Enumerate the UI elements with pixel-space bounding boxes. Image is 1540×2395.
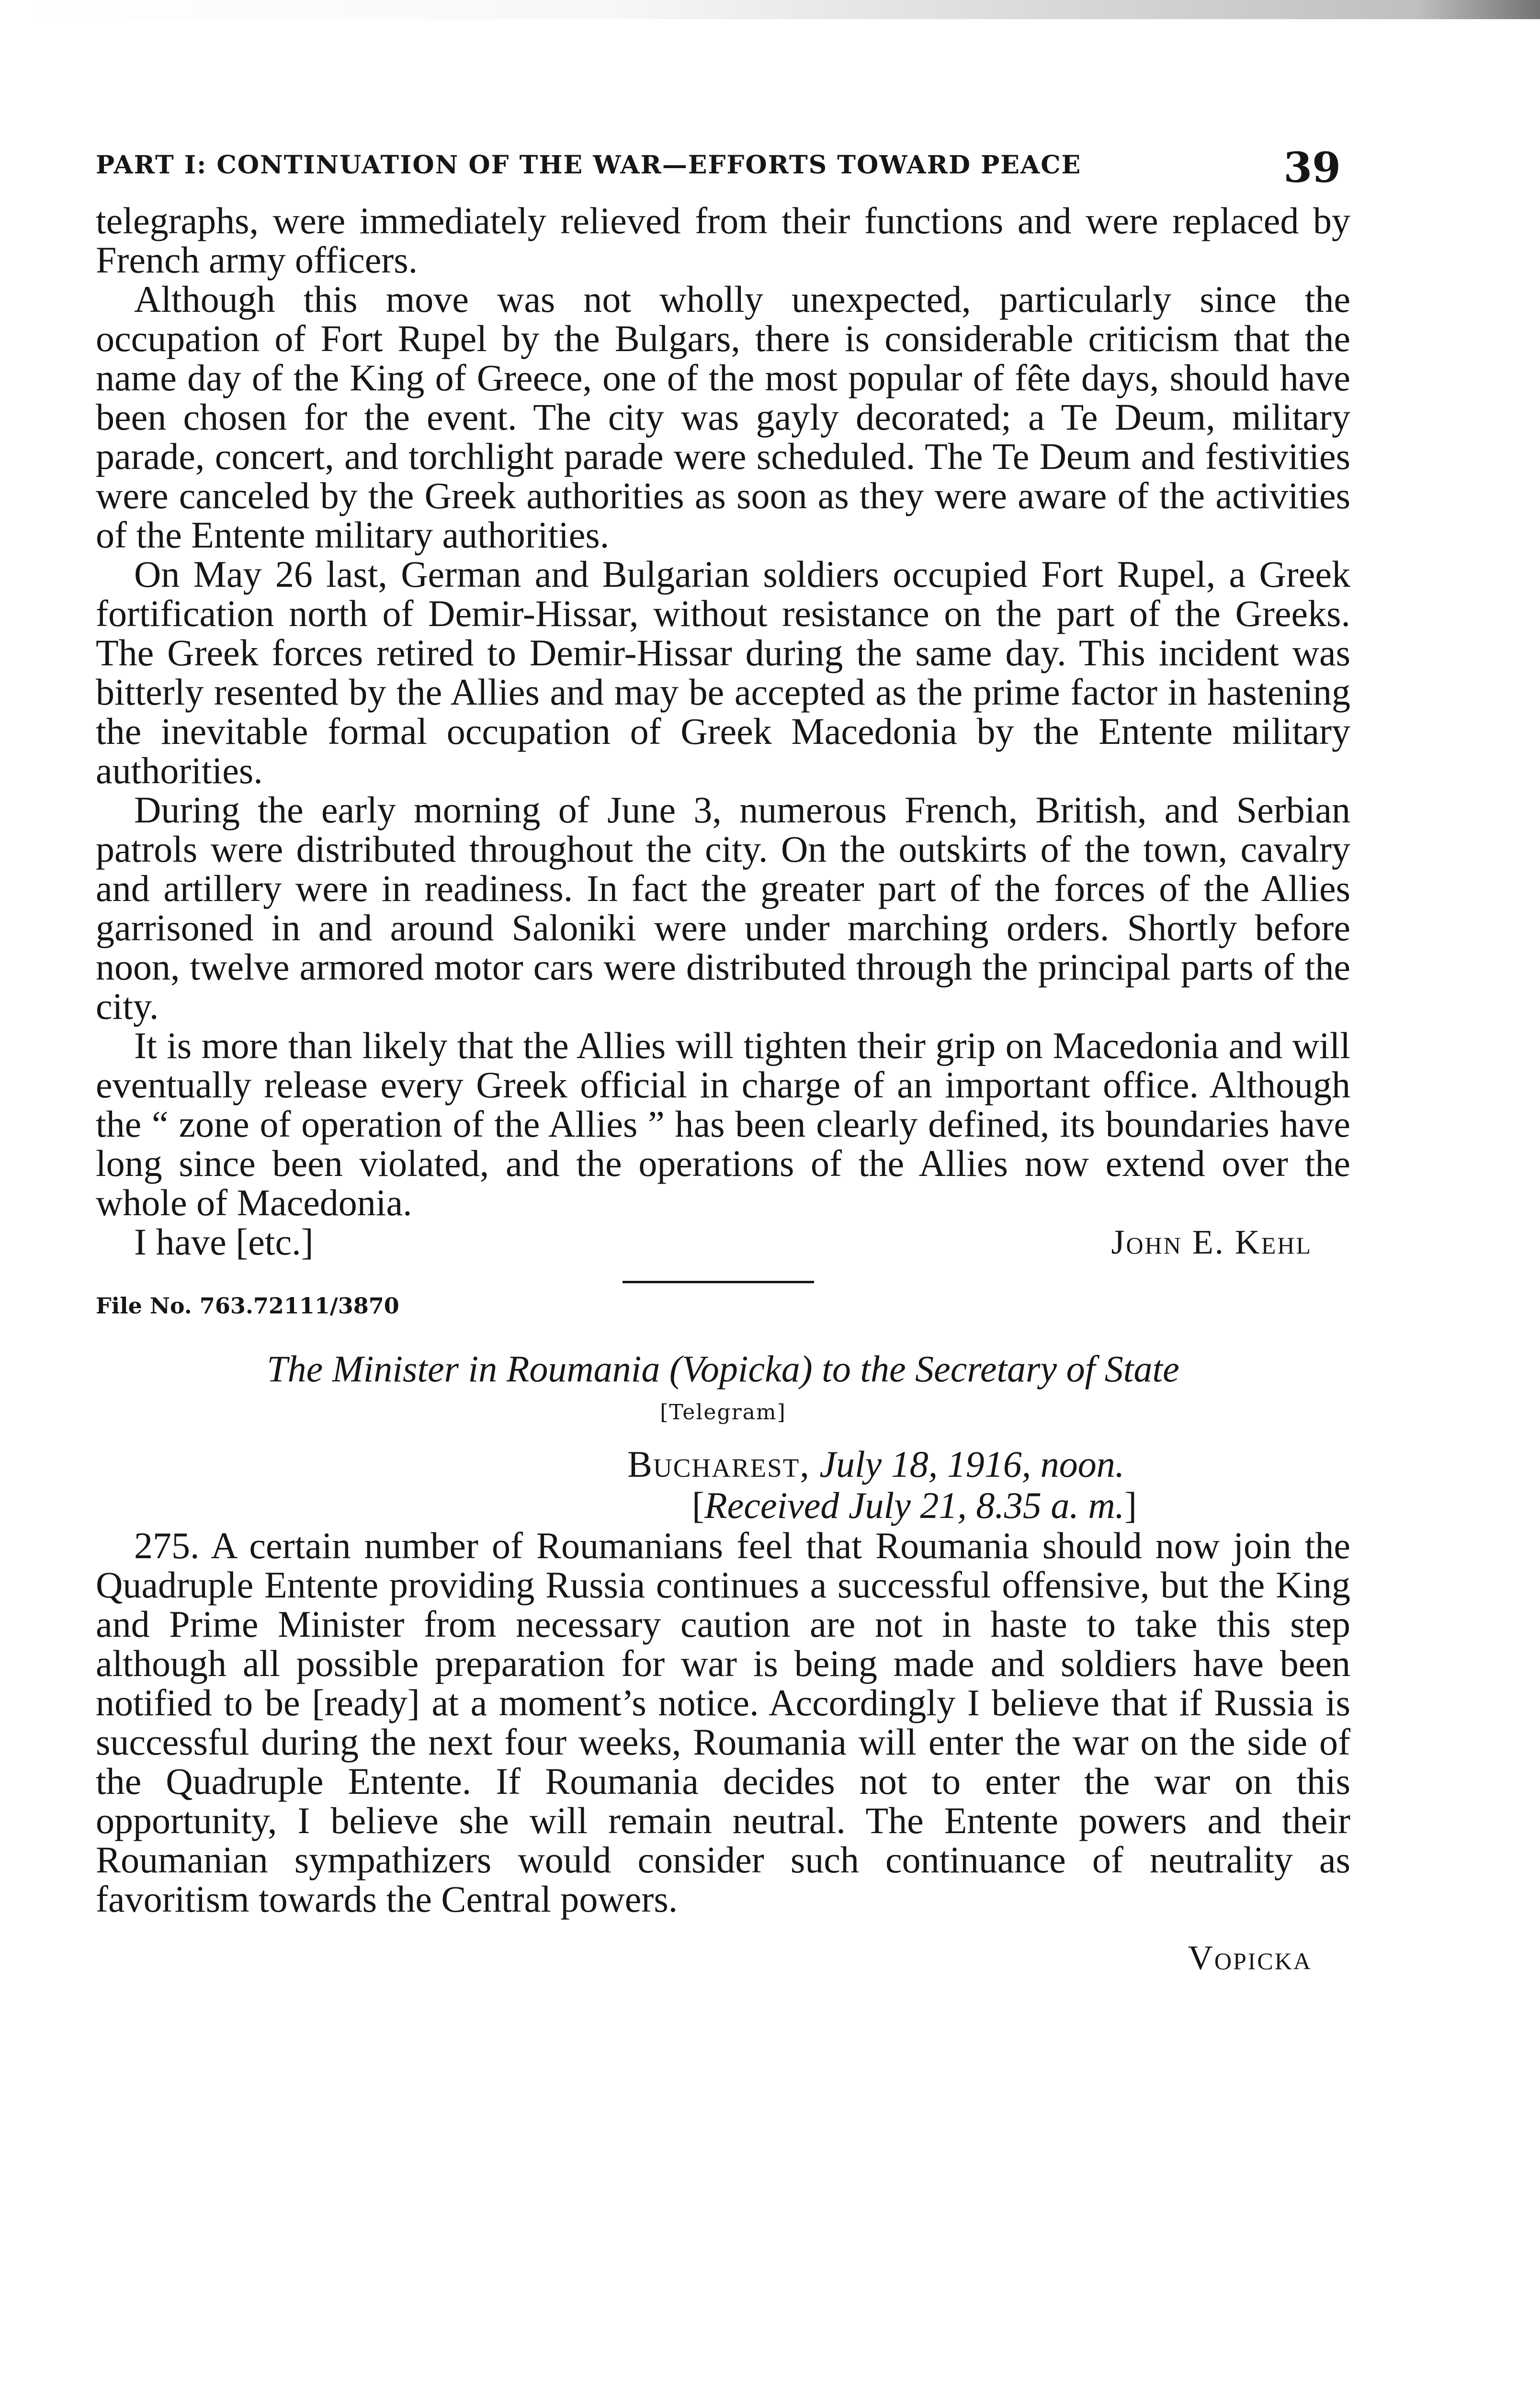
document-page — [96, 144, 1350, 1981]
letter-paragraph-1: telegraphs, were immediately relieved from their functions and were replaced by French army officers. — [96, 200, 1350, 281]
telegram-type-label: [Telegram] — [660, 1400, 786, 1425]
telegram-signature: Vopicka — [1188, 1939, 1312, 1977]
letter-signature: John E. Kehl — [1111, 1223, 1312, 1261]
letter-paragraph-3: On May 26 last, German and Bulgarian soldiers occupied Fort Rupel, a Greek fortification north of Demir-Hissar, without resistance on the part of the Greeks. The Greek forces retired to Demir-Hissar during the same day. This incident was bitterly resented by the Allies and may be accepted as the prime factor in hastening the inevitable formal occupation of Greek Macedonia by the Entente military authorities. — [96, 553, 1350, 791]
telegram-heading: The Minister in Roumania (Vopicka) to the Secretary of State — [267, 1348, 1179, 1390]
letter-paragraph-2: Although this move was not wholly unexpected, particularly since the occupation of Fort Rupel by the Bulgars, there is considerable criticism that the name day of the King of Greece, one of the most popular of fête days, should have been chosen for the event. The city was gayly decorated; a Te Deum, military parade, concert, and torchlight parade were scheduled. The Te Deum and festivities were canceled by the Greek authorities as soon as they were aware of the activities of the Entente military authorities. — [96, 278, 1350, 556]
letter-paragraph-5: It is more than likely that the Allies will tighten their grip on Macedonia and will eventually release every Greek official in charge of an important office. Although the “ zone of operation of the Allies ” has been clearly defined, its boundaries have long since been violated, and the operations of the Allies now extend over the whole of Macedonia. — [96, 1025, 1350, 1223]
file-number: File No. 763.72111/3870 — [96, 1293, 399, 1319]
telegram-body: 275. A certain number of Roumanians feel that Roumania should now join the Quadruple Entente providing Russia continues a successful offensive, but the King and Prime Minister from necessary caution are not in haste to take this step although all possible preparation for war is being made and soldiers have been notified to be [ready] at a moment’s notice. Accordingly I believe that if Russia is successful during the next four weeks, Roumania will enter the war on the side of the Quadruple Entente. If Roumania decides not to enter the war on this opportunity, I believe she will remain neutral. The Entente powers and their Roumanian sympathizers would consider such continuance of neutrality as favoritism towards the Central powers. — [96, 1525, 1350, 1920]
telegram-dateline — [627, 1444, 1350, 1485]
running-head-title: PART I: CONTINUATION OF THE WAR—EFFORTS TOWARD PEACE — [96, 150, 1082, 180]
page-number: 39 — [1283, 144, 1341, 192]
telegram-date: July 18, 1916, noon. — [819, 1443, 1125, 1485]
telegram-received: [Received July 21, 8.35 a. m.] — [692, 1484, 1137, 1526]
section-divider — [623, 1281, 814, 1283]
scan-edge-shadow — [0, 0, 1540, 19]
letter-closing — [96, 1222, 1350, 1262]
letter-paragraph-4: During the early morning of June 3, numerous French, British, and Serbian patrols were distributed throughout the city. On the outskirts of the town, cavalry and artillery were in readiness. In fact the greater part of the forces of the Allies garrisoned in and around Saloniki were under marching orders. Shortly before noon, twelve armored motor cars were distributed through the principal parts of the city. — [96, 789, 1350, 1027]
running-head — [96, 144, 1350, 201]
telegram-signature-line — [96, 1928, 1350, 1981]
telegram-place: Bucharest, — [627, 1443, 810, 1485]
closing-formula: I have [etc.] — [134, 1221, 314, 1263]
telegram-received-text: Received July 21, 8.35 a. m. — [704, 1484, 1125, 1526]
